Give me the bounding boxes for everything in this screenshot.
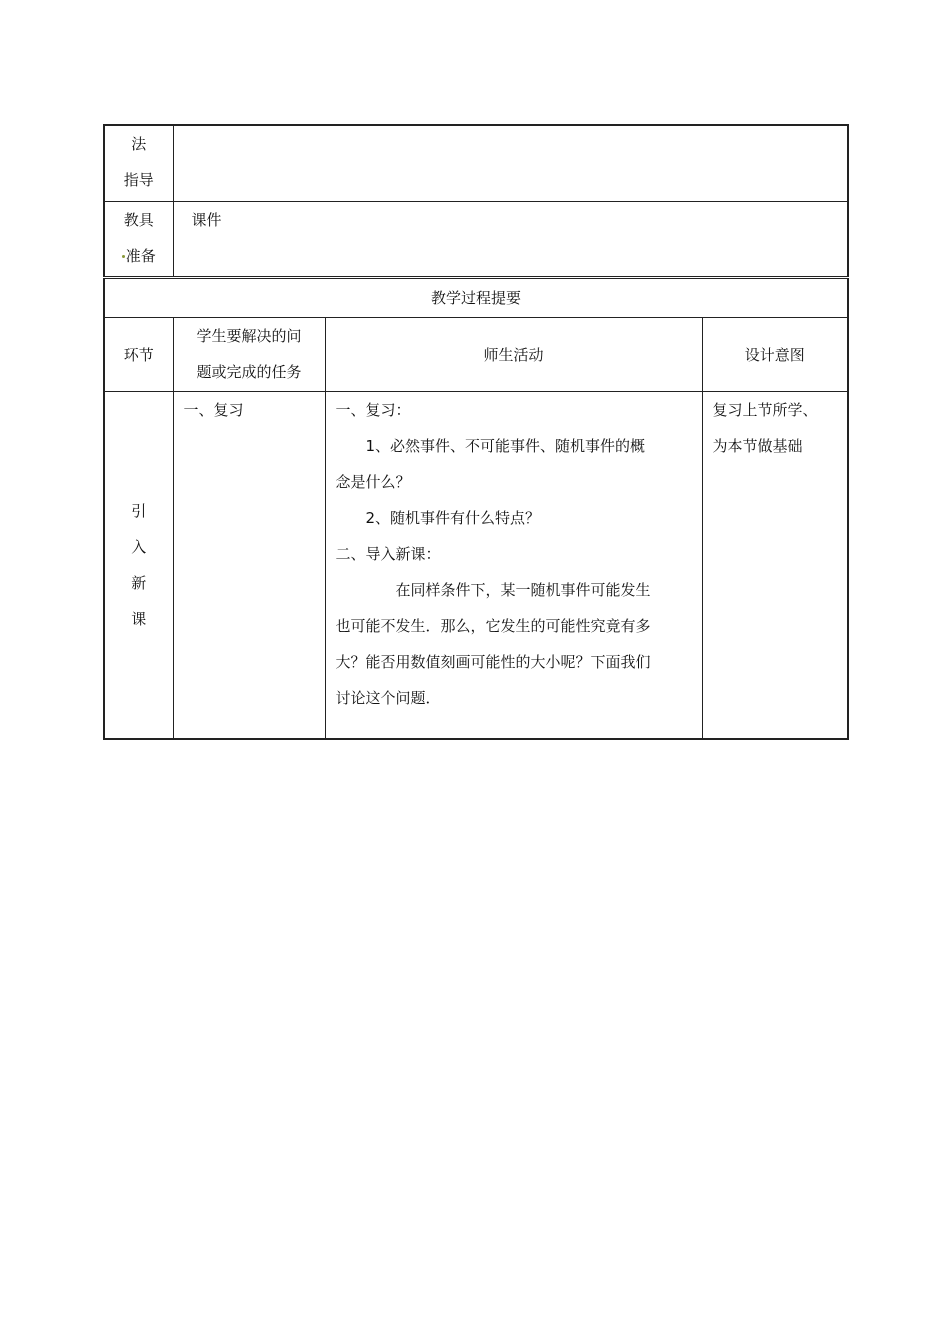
intro-intent bbox=[703, 392, 848, 464]
intent-header-cell bbox=[702, 317, 848, 391]
bullet-dot-icon bbox=[122, 255, 125, 258]
tools-label-cell bbox=[104, 201, 173, 277]
activity-header: 师生活动 bbox=[483, 345, 544, 364]
intent-header: 设计意图 bbox=[744, 345, 805, 364]
intro-stage-cell bbox=[104, 391, 173, 739]
activity-header-cell bbox=[325, 317, 702, 391]
intro-stage-char: 新 bbox=[131, 573, 147, 592]
intro-intent-line1: 复习上节所学、 bbox=[712, 400, 818, 419]
stage-header-cell bbox=[104, 317, 173, 391]
tools-label-line2-wrap bbox=[122, 238, 156, 274]
intro-task: 一、复习 bbox=[183, 400, 244, 419]
tools-label-line1: 教具 bbox=[123, 210, 154, 229]
task-header-line2: 题或完成的任务 bbox=[196, 362, 302, 381]
intro-paragraph-line3: 大？能否用数值刻画可能性的大小呢？下面我们 bbox=[335, 652, 651, 671]
lesson-plan-table bbox=[103, 124, 849, 740]
tools-label-line2: 准备 bbox=[125, 246, 156, 265]
intro-paragraph-line2: 也可能不发生．那么，它发生的可能性究竟有多 bbox=[335, 616, 651, 635]
intro-paragraph-line4: 讨论这个问题． bbox=[335, 688, 441, 707]
column-header-row bbox=[104, 317, 848, 391]
process-header-row bbox=[104, 277, 848, 317]
review-heading: 一、复习： bbox=[335, 400, 411, 419]
process-header: 教学过程提要 bbox=[430, 289, 521, 307]
intro-row bbox=[104, 391, 848, 739]
process-header-cell bbox=[104, 277, 848, 317]
intro-stage-label bbox=[105, 493, 173, 637]
tools-row bbox=[104, 201, 848, 277]
guidance-label-line1: 法 bbox=[131, 135, 147, 153]
intro-activity-cell bbox=[325, 391, 702, 739]
intro-stage-char: 引 bbox=[131, 501, 147, 520]
intro-intent-cell bbox=[702, 391, 848, 739]
intro-activity bbox=[326, 392, 702, 720]
new-lesson-heading: 二、导入新课： bbox=[335, 544, 441, 563]
review-question-1-line1: 1、必然事件、不可能事件、随机事件的概 bbox=[365, 436, 646, 455]
intro-stage-char: 入 bbox=[131, 537, 147, 556]
task-header-cell bbox=[173, 317, 325, 391]
intro-intent-line2: 为本节做基础 bbox=[712, 436, 803, 455]
intro-paragraph-line1: 在同样条件下，某一随机事件可能发生 bbox=[395, 580, 651, 599]
intro-stage-char: 课 bbox=[131, 609, 147, 628]
guidance-label-cell bbox=[104, 125, 173, 201]
review-question-1-line2: 念是什么？ bbox=[335, 472, 411, 491]
guidance-content-cell bbox=[173, 125, 848, 201]
task-header-line1: 学生要解决的问 bbox=[196, 326, 302, 345]
review-question-2: 2、随机事件有什么特点？ bbox=[365, 508, 541, 527]
intro-task-cell bbox=[173, 391, 325, 739]
stage-header: 环节 bbox=[123, 345, 154, 364]
guidance-row bbox=[104, 125, 848, 201]
tools-content-cell bbox=[173, 201, 848, 277]
guidance-label-line2: 指导 bbox=[123, 171, 154, 189]
tools-content: 课件 bbox=[191, 210, 222, 229]
